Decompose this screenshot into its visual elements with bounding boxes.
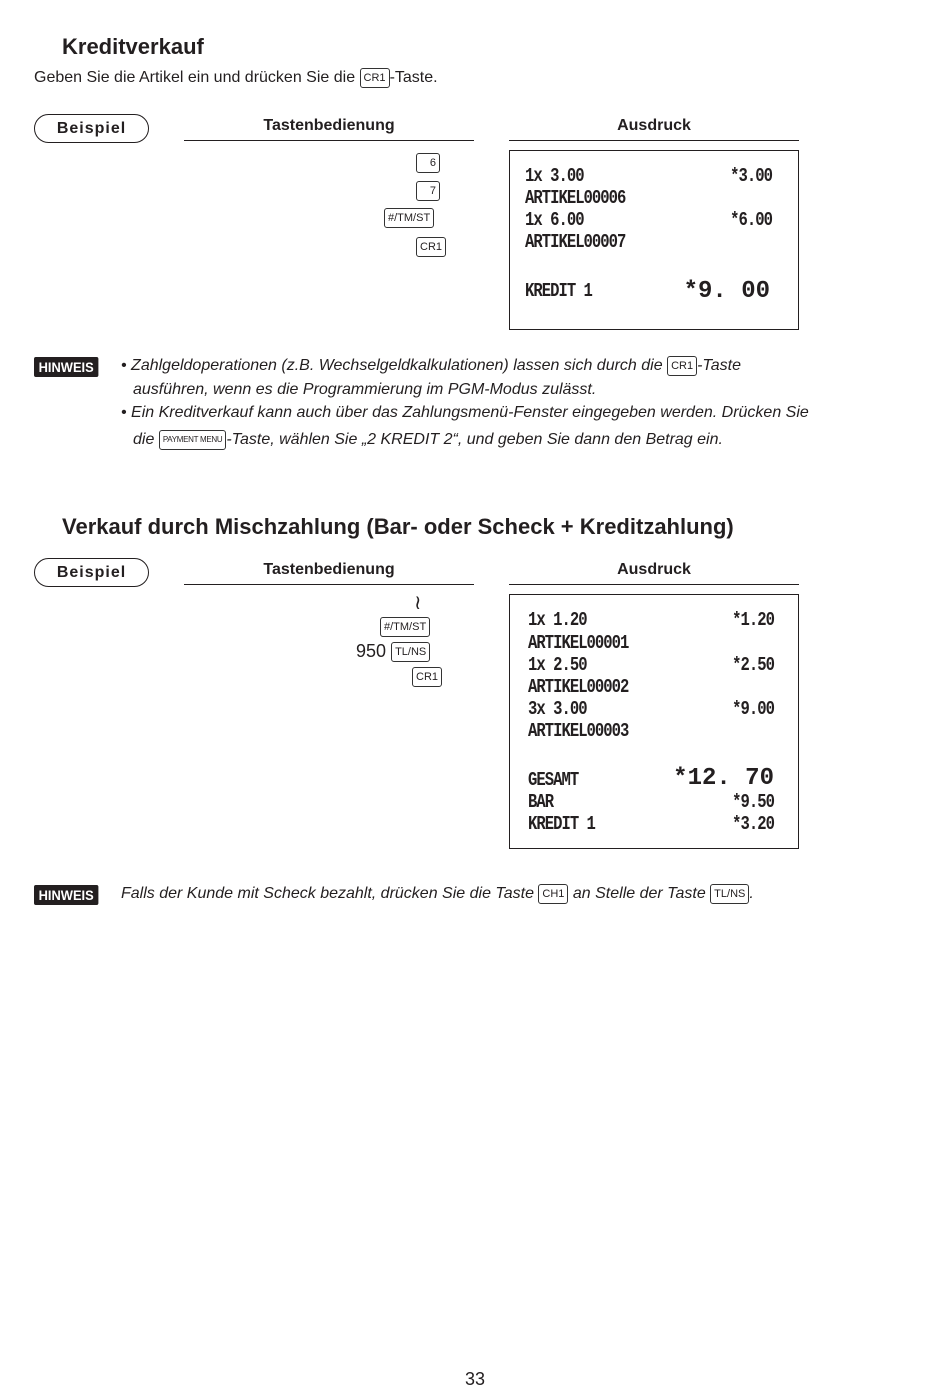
note-text: -Taste xyxy=(697,357,741,375)
receipt-line-left: KREDIT 1 xyxy=(525,280,592,302)
amount-input xyxy=(356,641,430,662)
key-6: 6 xyxy=(416,153,440,173)
intro-text-end: -Taste. xyxy=(389,69,438,87)
intro-paragraph xyxy=(34,68,438,88)
receipt-line-left: BAR xyxy=(528,791,554,813)
note-text: an Stelle der Taste xyxy=(572,885,706,903)
cr1-key: CR1 xyxy=(360,68,390,88)
receipt-line-left: 3x 3.00 xyxy=(528,698,587,720)
key-tm-st: #/TM/ST xyxy=(384,208,434,228)
receipt-mischzahlung xyxy=(509,594,799,849)
receipt-line-right: *9.50 xyxy=(732,791,774,813)
key-tl-ns: TL/NS xyxy=(391,642,430,662)
key-cr1: CR1 xyxy=(416,237,446,257)
note-line xyxy=(121,356,741,376)
note-text: • Zahlgeldoperationen (z.B. Wechselgeldkalkulationen) lassen sich durch die xyxy=(121,357,663,375)
receipt-line-left: KREDIT 1 xyxy=(528,813,595,835)
print-header: Ausdruck xyxy=(509,561,799,585)
receipt-line-right: *1.20 xyxy=(732,609,774,631)
note-text: die xyxy=(133,431,155,449)
note-line xyxy=(133,430,723,450)
receipt-line-left: 1x 6.00 xyxy=(525,209,584,231)
receipt-line-left: ARTIKEL00003 xyxy=(528,720,629,742)
note-line xyxy=(121,884,754,904)
key-cr1: CR1 xyxy=(412,667,442,687)
ch1-key: CH1 xyxy=(538,884,568,904)
note-text: Falls der Kunde mit Scheck bezahlt, drücken Sie die Taste xyxy=(121,885,534,903)
receipt-line-left: 1x 1.20 xyxy=(528,609,587,631)
keys-header: Tastenbedienung xyxy=(184,117,474,141)
note-line: • Ein Kreditverkauf kann auch über das Zahlungsmenü-Fenster eingegeben werden. Drücken Sie xyxy=(121,404,809,421)
section-title-kreditverkauf: Kreditverkauf xyxy=(62,34,204,59)
section-title-mischzahlung: Verkauf durch Mischzahlung (Bar- oder Scheck + Kreditzahlung) xyxy=(62,514,734,539)
receipt-line-right: *6.00 xyxy=(730,209,772,231)
receipt-line-right: *2.50 xyxy=(732,654,774,676)
receipt-total: *12. 70 xyxy=(673,765,774,792)
receipt-line-left: 1x 2.50 xyxy=(528,654,587,676)
receipt-line-left: ARTIKEL00006 xyxy=(525,187,626,209)
key-tm-st: #/TM/ST xyxy=(380,617,430,637)
cr1-key: CR1 xyxy=(667,356,697,376)
receipt-line-right: *3.00 xyxy=(730,165,772,187)
note-text: -Taste, wählen Sie „2 KREDIT 2“, und geben Sie dann den Betrag ein. xyxy=(226,431,723,449)
amount-value: 950 xyxy=(356,641,387,661)
page-number: 33 xyxy=(464,1369,486,1389)
receipt-line-left: ARTIKEL00001 xyxy=(528,632,629,654)
receipt-line-right: *3.20 xyxy=(732,813,774,835)
receipt-line-left: 1x 3.00 xyxy=(525,165,584,187)
keys-header: Tastenbedienung xyxy=(184,561,474,585)
receipt-total: *9. 00 xyxy=(683,278,770,305)
note-line: ausführen, wenn es die Programmierung im PGM-Modus zulässt. xyxy=(133,381,597,398)
receipt-line-left: ARTIKEL00002 xyxy=(528,676,629,698)
hinweis-badge: HINWEIS xyxy=(34,357,98,377)
example-label: Beispiel xyxy=(34,558,149,587)
note-text: . xyxy=(749,885,754,903)
intro-text: Geben Sie die Artikel ein und drücken Sie die xyxy=(34,69,356,87)
receipt-line-left: GESAMT xyxy=(528,769,579,791)
tl-ns-key: TL/NS xyxy=(710,884,749,904)
receipt-line-left: ARTIKEL00007 xyxy=(525,231,626,253)
repeat-tilde: ≀ xyxy=(414,592,422,614)
example-label: Beispiel xyxy=(34,114,149,143)
receipt-kreditverkauf xyxy=(509,150,799,330)
payment-menu-key: PAYMENT MENU xyxy=(159,430,227,450)
hinweis-badge: HINWEIS xyxy=(34,885,98,905)
print-header: Ausdruck xyxy=(509,117,799,141)
key-7: 7 xyxy=(416,181,440,201)
receipt-line-right: *9.00 xyxy=(732,698,774,720)
